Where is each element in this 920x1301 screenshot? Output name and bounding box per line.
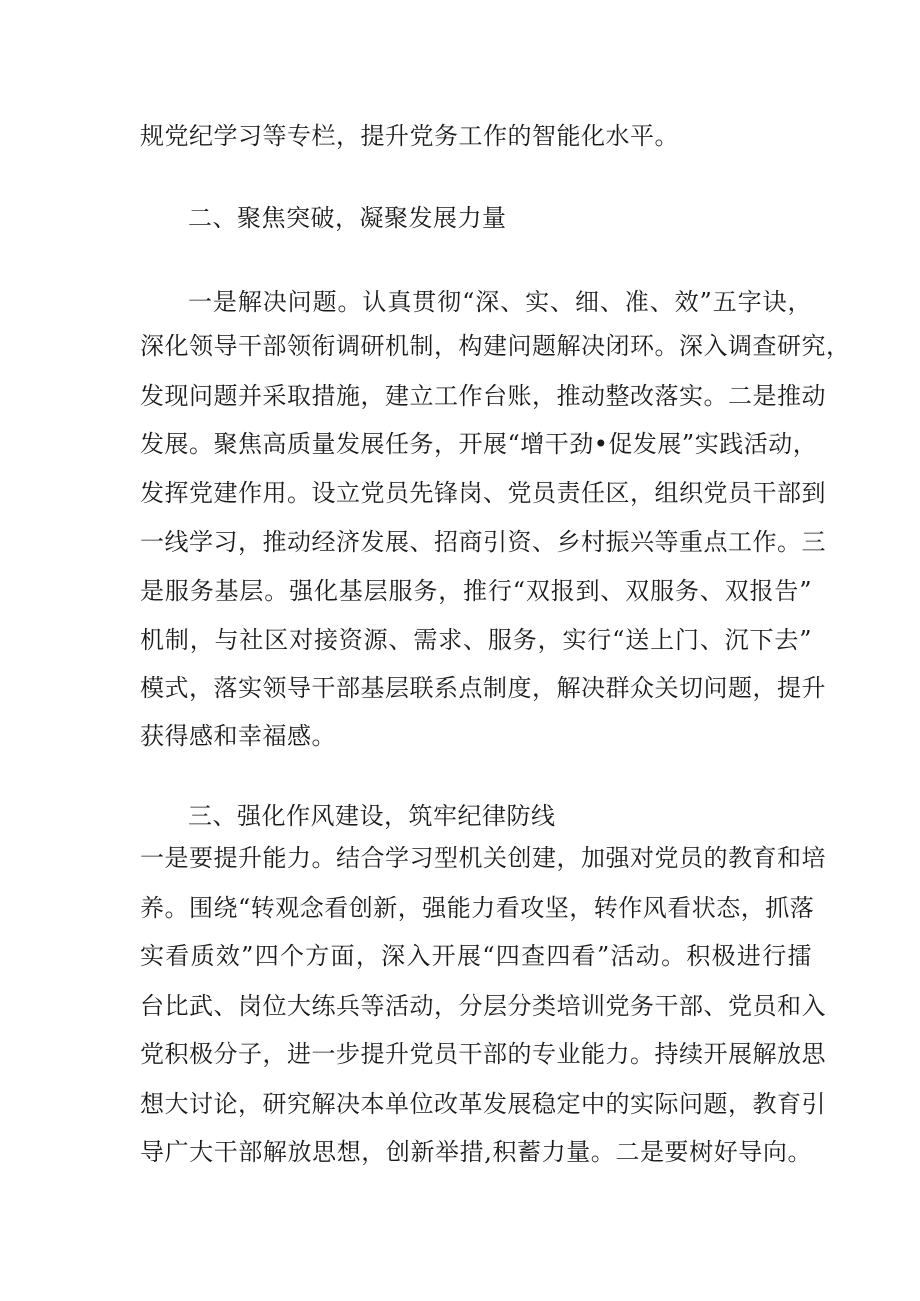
paragraph-line: 养。围绕“转观念看创新，强能力看攻坚，转作风看状态，抓落 bbox=[140, 894, 815, 922]
paragraph-line: 台比武、岗位大练兵等活动，分层分类培训党务干部、党员和入 bbox=[140, 992, 826, 1020]
paragraph-line: 规党纪学习等专栏，提升党务工作的智能化水平。 bbox=[140, 122, 679, 150]
paragraph-line: 一是解决问题。认真贯彻“深、实、细、准、效”五字诀， bbox=[188, 288, 812, 316]
paragraph-line: 一线学习，推动经济发展、招商引资、乡村振兴等重点工作。三 bbox=[140, 528, 826, 556]
paragraph-line: 发展。聚焦高质量发展任务，开展“增干劲•促发展”实践活动， bbox=[140, 430, 818, 458]
paragraph-line: 深化领导干部领衔调研机制，构建问题解决闭环。深入调查研究， bbox=[140, 332, 851, 360]
paragraph-line: 获得感和幸福感。 bbox=[140, 722, 336, 750]
paragraph-line: 机制，与社区对接资源、需求、服务，实行“送上门、沉下去” bbox=[140, 626, 812, 654]
paragraph-line: 实看质效”四个方面，深入开展“四查四看”活动。积极进行擂 bbox=[140, 942, 812, 970]
paragraph-line: 发现问题并采取措施，建立工作台账，推动整改落实。二是推动 bbox=[140, 382, 826, 410]
paragraph-line: 党积极分子，进一步提升党员干部的专业能力。持续开展解放思 bbox=[140, 1040, 826, 1068]
paragraph-line: 是服务基层。强化基层服务，推行“双报到、双服务、双报告” bbox=[140, 577, 812, 605]
section-heading-2: 二、聚焦突破，凝聚发展力量 bbox=[188, 204, 507, 232]
paragraph-line: 想大讨论，研究解决本单位改革发展稳定中的实际问题，教育引 bbox=[140, 1090, 826, 1118]
paragraph-line: 一是要提升能力。结合学习型机关创建，加强对党员的教育和培 bbox=[140, 844, 826, 872]
paragraph-line: 导广大干部解放思想，创新举措,积蓄力量。二是要树好导向。 bbox=[140, 1138, 812, 1166]
paragraph-line: 发挥党建作用。设立党员先锋岗、党员责任区，组织党员干部到 bbox=[140, 479, 826, 507]
paragraph-line: 模式，落实领导干部基层联系点制度，解决群众关切问题，提升 bbox=[140, 674, 826, 702]
section-heading-3: 三、强化作风建设，筑牢纪律防线 bbox=[188, 802, 556, 830]
